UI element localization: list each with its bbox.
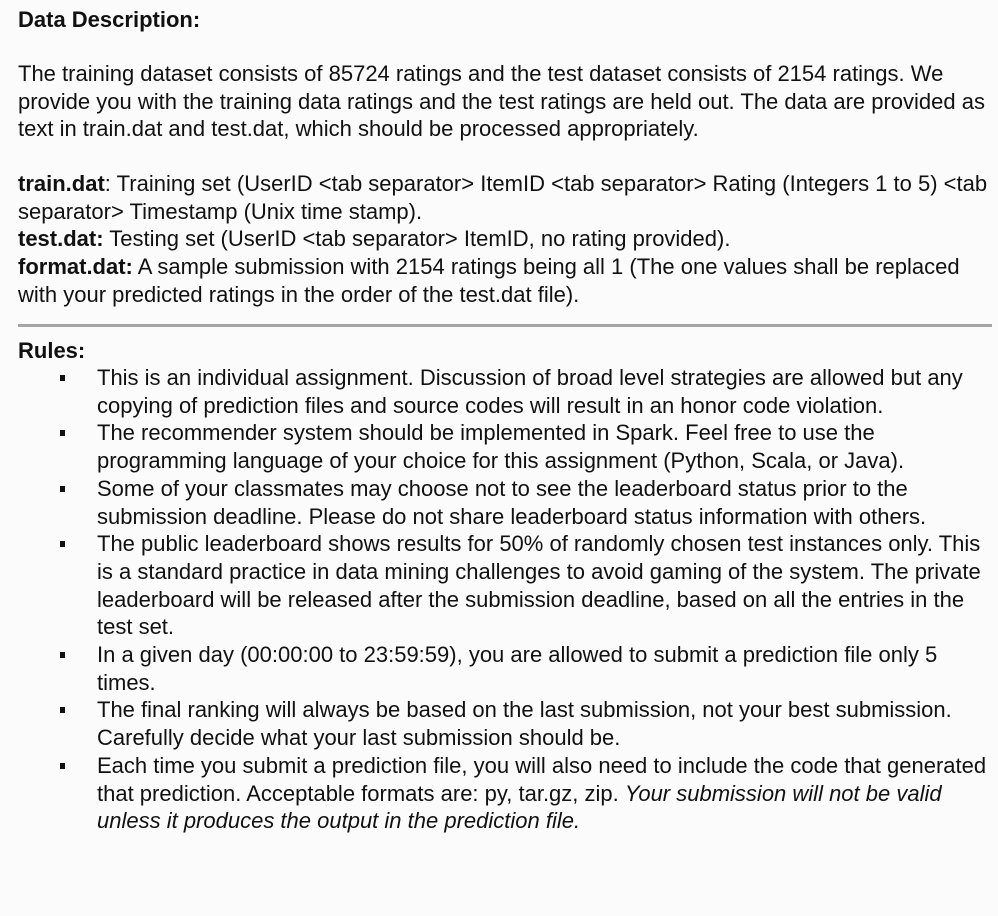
file-text-train: Training set (UserID <tab separator> ItemID <tab separator> Rating (Integers 1 to 5) <tab separator> Timestamp (Unix time stamp).: [18, 171, 988, 224]
file-descriptions: [18, 170, 993, 309]
bullet-icon: [60, 541, 65, 547]
bullet-icon: [60, 486, 65, 492]
bullet-icon: [60, 652, 65, 658]
rule-item: [18, 419, 993, 474]
bullet-icon: [60, 707, 65, 713]
rule-item: [18, 696, 993, 751]
section-divider: [18, 324, 992, 327]
rule-item: [18, 752, 993, 835]
file-description-format: [18, 253, 993, 308]
file-name-test: test.dat:: [18, 226, 104, 252]
rule-text: The recommender system should be implemented in Spark. Feel free to use the programming language of your choice for this assignment (Python, Scala, or Java).: [97, 420, 905, 474]
file-description-test: [18, 225, 993, 253]
rule-text: Each time you submit a prediction file, you will also need to include the code that generated that prediction. Acceptable formats are: py, tar.gz, zip.: [97, 752, 987, 806]
data-description-intro: The training dataset consists of 85724 ratings and the test dataset consists of 2154 ratings. We provide you with the training data ratings and the test ratings are held out. The data are provided as text in train.dat and test.dat, which should be processed appropriately.: [18, 61, 985, 142]
file-text-test: Testing set (UserID <tab separator> ItemID, no rating provided).: [103, 226, 731, 252]
file-description-train: [18, 170, 993, 225]
file-text-format: A sample submission with 2154 ratings being all 1 (The one values shall be replaced with your predicted ratings in the order of the test.dat file).: [18, 254, 960, 307]
rule-text: The public leaderboard shows results for 50% of randomly chosen test instances only. This is a standard practice in data mining challenges to avoid gaming of the system. The private leaderboard will be released after the submission deadline, based on all the entries in the test set.: [97, 531, 981, 640]
rule-text: Some of your classmates may choose not to see the leaderboard status prior to the submission deadline. Please do not share leaderboard status information with others.: [97, 475, 927, 529]
rule-text: The final ranking will always be based on the last submission, not your best submission. Carefully decide what your last submission should be.: [97, 697, 952, 751]
bullet-icon: [60, 763, 65, 769]
rules-list: [18, 364, 993, 835]
rule-item: [18, 364, 993, 419]
rule-item: [18, 475, 993, 530]
file-name-format: format.dat:: [18, 254, 133, 280]
rule-item: [18, 530, 993, 641]
rules-heading: Rules:: [18, 338, 86, 363]
rule-text: This is an individual assignment. Discussion of broad level strategies are allowed but any copying of prediction files and source codes will result in an honor code violation.: [97, 365, 963, 418]
file-separator-train: :: [104, 171, 111, 196]
bullet-icon: [60, 375, 65, 381]
bullet-icon: [60, 430, 65, 436]
rule-item: [18, 641, 993, 696]
rule-text-italic: Your submission will not be valid unless it produces the output in the prediction file.: [97, 780, 942, 834]
data-description-heading: Data Description:: [18, 7, 201, 32]
rule-text: In a given day (00:00:00 to 23:59:59), you are allowed to submit a prediction file only 5 times.: [97, 642, 938, 695]
file-name-train: train.dat: [18, 171, 105, 196]
